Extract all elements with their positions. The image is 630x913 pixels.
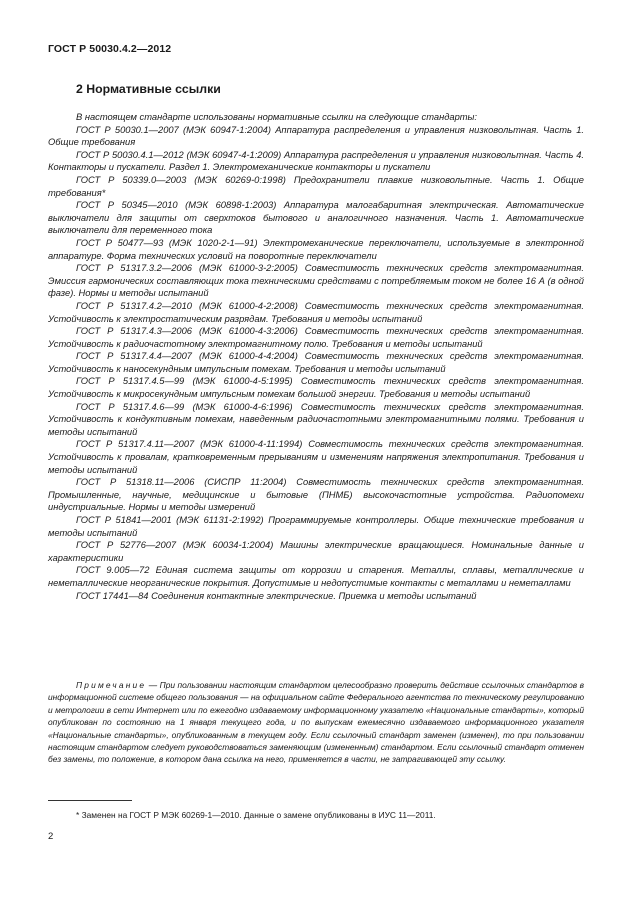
reference-paragraph: ГОСТ Р 52776—2007 (МЭК 60034-1:2004) Машины электрические вращающиеся. Номинальные данные и характеристики — [48, 540, 584, 563]
reference-paragraph: ГОСТ Р 51317.4.2—2010 (МЭК 61000-4-2:2008) Совместимость технических средств электромагнитная. Устойчивость к электростатическим разрядам. Требования и методы испытаний — [48, 300, 584, 324]
section-title: 2 Нормативные ссылки — [76, 82, 221, 96]
reference-paragraph: ГОСТ Р 50345—2010 (МЭК 60898-1:2003) Аппаратура малогабаритная электрическая. Автоматические выключатели для защиты от сверхтоков бытового и аналогичного назначения. Часть 1. Автоматические выключатели для переменного тока — [48, 200, 584, 236]
reference-paragraph: ГОСТ Р 51317.4.11—2007 (МЭК 61000-4-11:1994) Совместимость технических средств электромагнитная. Устойчивость к провалам, кратковременным прерываниям и изменениям напряжения электропитания. Требования и методы испытаний — [48, 439, 584, 475]
reference-paragraph: ГОСТ Р 50030.4.1—2012 (МЭК 60947-4-1:2009) Аппаратура распределения и управления низковольтная. Часть 4. Контакторы и пускатели. Раздел 1. Электромеханические контакторы и пускатели — [48, 149, 584, 173]
reference-paragraph: ГОСТ Р 51318.11—2006 (СИСПР 11:2004) Совместимость технических средств электромагнитная. Промышленные, научные, медицинские и бытовые (ПНМБ) высокочастотные устройства. Радиопомехи индустриальные. Нормы и методы измерений — [48, 477, 584, 513]
page-number: 2 — [48, 831, 54, 842]
footnote-divider — [48, 800, 132, 801]
reference-paragraph: ГОСТ Р 50477—93 (МЭК 1020-2-1—91) Электромеханические переключатели, используемые в электронной аппаратуре. Форма технических условий на поворотные переключатели — [48, 237, 584, 261]
reference-paragraph: ГОСТ Р 51317.4.4—2007 (МЭК 61000-4-4:2004) Совместимость технических средств электромагнитная. Устойчивость к наносекундным импульсным помехам. Требования и методы испытаний — [48, 351, 584, 374]
note-text: — При пользовании настоящим стандартом целесообразно проверить действие ссылочных стандартов в информационной системе общего пользования — на официальном сайте Федерального агентства по техническому регулированию и метрологии в сети Интернет или по ежегодно издаваемому информационному указателю «Национальные стандарты», который опубликован по состоянию на 1 января текущего года, и по выпускам ежемесячно издаваемого информационного указателя «Национальные стандарты», опубликованным в текущем году. Если ссылочный стандарт заменен (изменен), то при пользовании настоящим стандартом следует руководствоваться заменяющим (измененным) стандартом. Если ссылочный стандарт отменен без замены, то положение, в котором дана ссылка на него, применяется в части, не затрагивающей эту ссылку. — [48, 680, 584, 765]
note-label: Примечание — [76, 680, 147, 690]
reference-paragraph: ГОСТ Р 51317.3.2—2006 (МЭК 61000-3-2:2005) Совместимость технических средств электромагнитная. Эмиссия гармонических составляющих тока техническими средствами с потребляемым током не более 16 А (в одной фазе). Нормы и методы испытаний — [48, 263, 584, 299]
note-paragraph — [48, 679, 584, 766]
reference-paragraph: ГОСТ Р 50030.1—2007 (МЭК 60947-1:2004) Аппаратура распределения и управления низковольтная. Часть 1. Общие требования — [48, 124, 584, 148]
reference-paragraph: В настоящем стандарте использованы нормативные ссылки на следующие стандарты: — [76, 112, 478, 122]
reference-paragraph: ГОСТ Р 51317.4.5—99 (МЭК 61000-4-5:1995) Совместимость технических средств электромагнитная. Устойчивость к микросекундным импульсным помехам большой энергии. Требования и методы испытаний — [48, 376, 584, 400]
document-code-header: ГОСТ Р 50030.4.2—2012 — [48, 43, 172, 55]
references-list — [48, 111, 584, 602]
reference-paragraph: ГОСТ 17441—84 Соединения контактные электрические. Приемка и методы испытаний — [76, 590, 477, 601]
reference-paragraph: ГОСТ Р 51841—2001 (МЭК 61131-2:1992) Программируемые контроллеры. Общие технические требования и методы испытаний — [48, 515, 584, 538]
reference-paragraph: ГОСТ Р 50339.0—2003 (МЭК 60269-0:1998) Предохранители плавкие низковольтные. Часть 1. Общие требования* — [48, 174, 584, 198]
reference-paragraph: ГОСТ Р 51317.4.3—2006 (МЭК 61000-4-3:2006) Совместимость технических средств электромагнитная. Устойчивость к радиочастотному электромагнитному полю. Требования и методы испытаний — [48, 326, 584, 349]
reference-paragraph: ГОСТ Р 51317.4.6—99 (МЭК 61000-4-6:1996) Совместимость технических средств электромагнитная. Устойчивость к кондуктивным помехам, наведенным радиочастотными электромагнитными полями. Требования и методы испытаний — [48, 401, 584, 437]
footnote: * Заменен на ГОСТ Р МЭК 60269-1—2010. Данные о замене опубликованы в ИУС 11—2011. — [76, 810, 436, 820]
reference-paragraph: ГОСТ 9.005—72 Единая система защиты от коррозии и старения. Металлы, сплавы, металлические и неметаллические неорганические покрытия. Допустимые и недопустимые контакты с металлами и неметаллами — [48, 565, 584, 588]
